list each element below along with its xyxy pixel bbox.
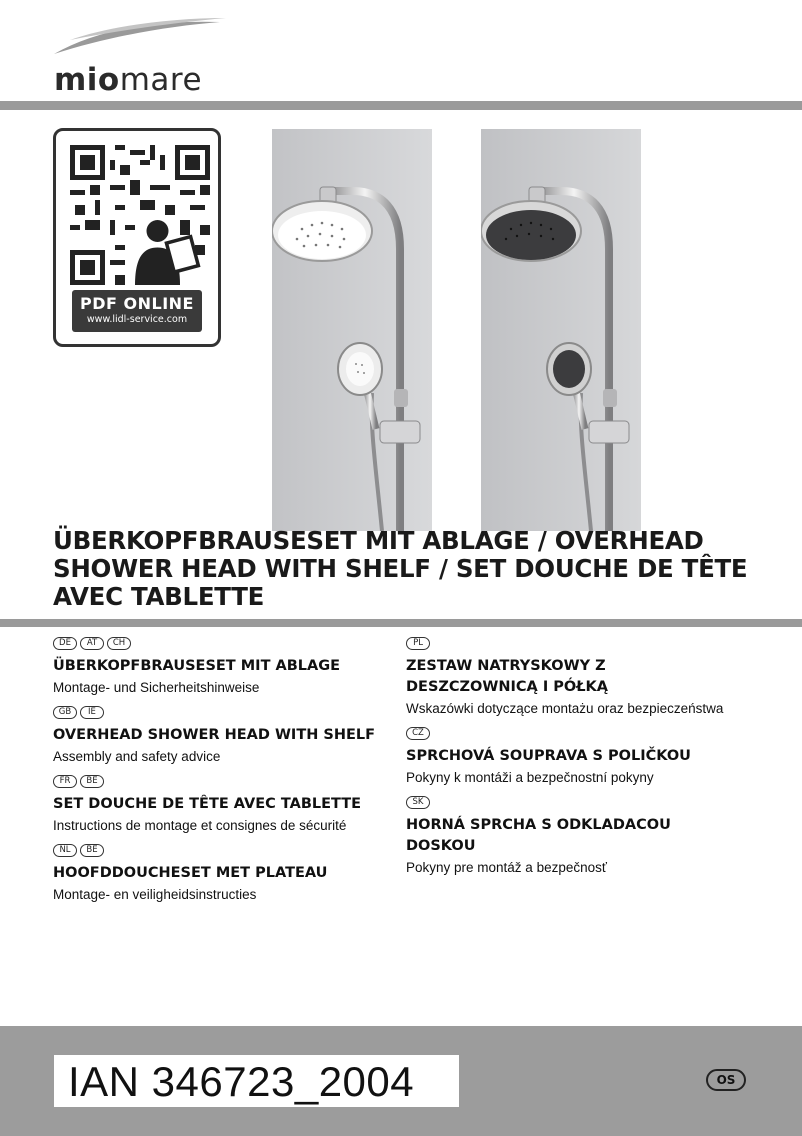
- entry-title: SET DOUCHE DE TÊTE AVEC TABLETTE: [53, 796, 362, 812]
- country-code-badge: SK: [406, 796, 430, 809]
- country-code-badge: NL: [53, 844, 77, 857]
- country-codes: [406, 796, 736, 812]
- entry-title: ZESTAW NATRYSKOWY Z DESZCZOWNICĄ I PÓŁKĄ: [406, 658, 608, 695]
- country-code-badge: CZ: [406, 727, 430, 740]
- country-code-badge: BE: [80, 775, 104, 788]
- swoosh-icon: [50, 14, 230, 58]
- qr-card[interactable]: [53, 128, 221, 347]
- top-divider: [0, 101, 802, 110]
- language-entry-nl: [53, 844, 393, 905]
- country-code-badge: DE: [53, 637, 77, 650]
- country-codes: [406, 637, 736, 653]
- country-codes: [53, 637, 393, 653]
- ian-number: IAN 346723_2004: [54, 1055, 459, 1107]
- entry-subtitle: Pokyny pre montáž a bezpečnosť: [406, 860, 607, 875]
- language-column-right: [406, 637, 736, 886]
- country-code-badge: PL: [406, 637, 430, 650]
- document-title: ÜBERKOPFBRAUSESET MIT ABLAGE / OVERHEAD SHOWER HEAD WITH SHELF / SET DOUCHE DE TÊTE AVEC TABLETTE: [53, 526, 748, 611]
- entry-subtitle: Assembly and safety advice: [53, 749, 221, 764]
- entry-subtitle: Montage- en veiligheidsinstructies: [53, 887, 257, 902]
- country-code-badge: FR: [53, 775, 77, 788]
- language-entry-pl: [406, 637, 736, 719]
- entry-subtitle: Pokyny k montáži a bezpečnostní pokyny: [406, 770, 654, 785]
- qr-code-icon: [70, 145, 210, 285]
- country-codes: [53, 775, 393, 791]
- country-codes: [53, 706, 393, 722]
- entry-title: SPRCHOVÁ SOUPRAVA S POLIČKOU: [406, 748, 691, 764]
- brand-name: miomare: [54, 62, 203, 98]
- pdf-online-badge[interactable]: [72, 290, 202, 332]
- entry-title: ÜBERKOPFBRAUSESET MIT ABLAGE: [53, 658, 341, 674]
- country-code-badge: AT: [80, 637, 104, 650]
- entry-subtitle: Wskazówki dotyczące montażu oraz bezpieczeństwa: [406, 701, 724, 716]
- country-code-badge: IE: [80, 706, 104, 719]
- country-code-badge: CH: [107, 637, 131, 650]
- country-code-badge: GB: [53, 706, 77, 719]
- language-entry-fr: [53, 775, 393, 836]
- language-column-left: [53, 637, 393, 913]
- language-entry-cz: [406, 727, 736, 788]
- language-entry-sk: [406, 796, 736, 878]
- entry-title: OVERHEAD SHOWER HEAD WITH SHELF: [53, 727, 376, 743]
- brand-logo: [50, 14, 230, 98]
- country-codes: [53, 844, 393, 860]
- language-entry-gb: [53, 706, 393, 767]
- entry-title: HORNÁ SPRCHA S ODKLADACOU DOSKOU: [406, 817, 671, 854]
- entry-title: HOOFDDOUCHESET MET PLATEAU: [53, 865, 328, 881]
- entry-subtitle: Montage- und Sicherheitshinweise: [53, 680, 260, 695]
- pdf-online-title: PDF ONLINE: [80, 294, 194, 313]
- language-entry-de: [53, 637, 393, 698]
- country-codes: [406, 727, 736, 743]
- middle-divider: [0, 619, 802, 627]
- footer-band: [0, 1026, 802, 1136]
- product-photo-white: [272, 129, 432, 531]
- entry-subtitle: Instructions de montage et consignes de sécurité: [53, 818, 347, 833]
- country-code-badge: BE: [80, 844, 104, 857]
- pdf-online-url[interactable]: www.lidl-service.com: [86, 314, 188, 325]
- product-photo-dark: [481, 129, 641, 531]
- os-badge: OS: [706, 1069, 746, 1091]
